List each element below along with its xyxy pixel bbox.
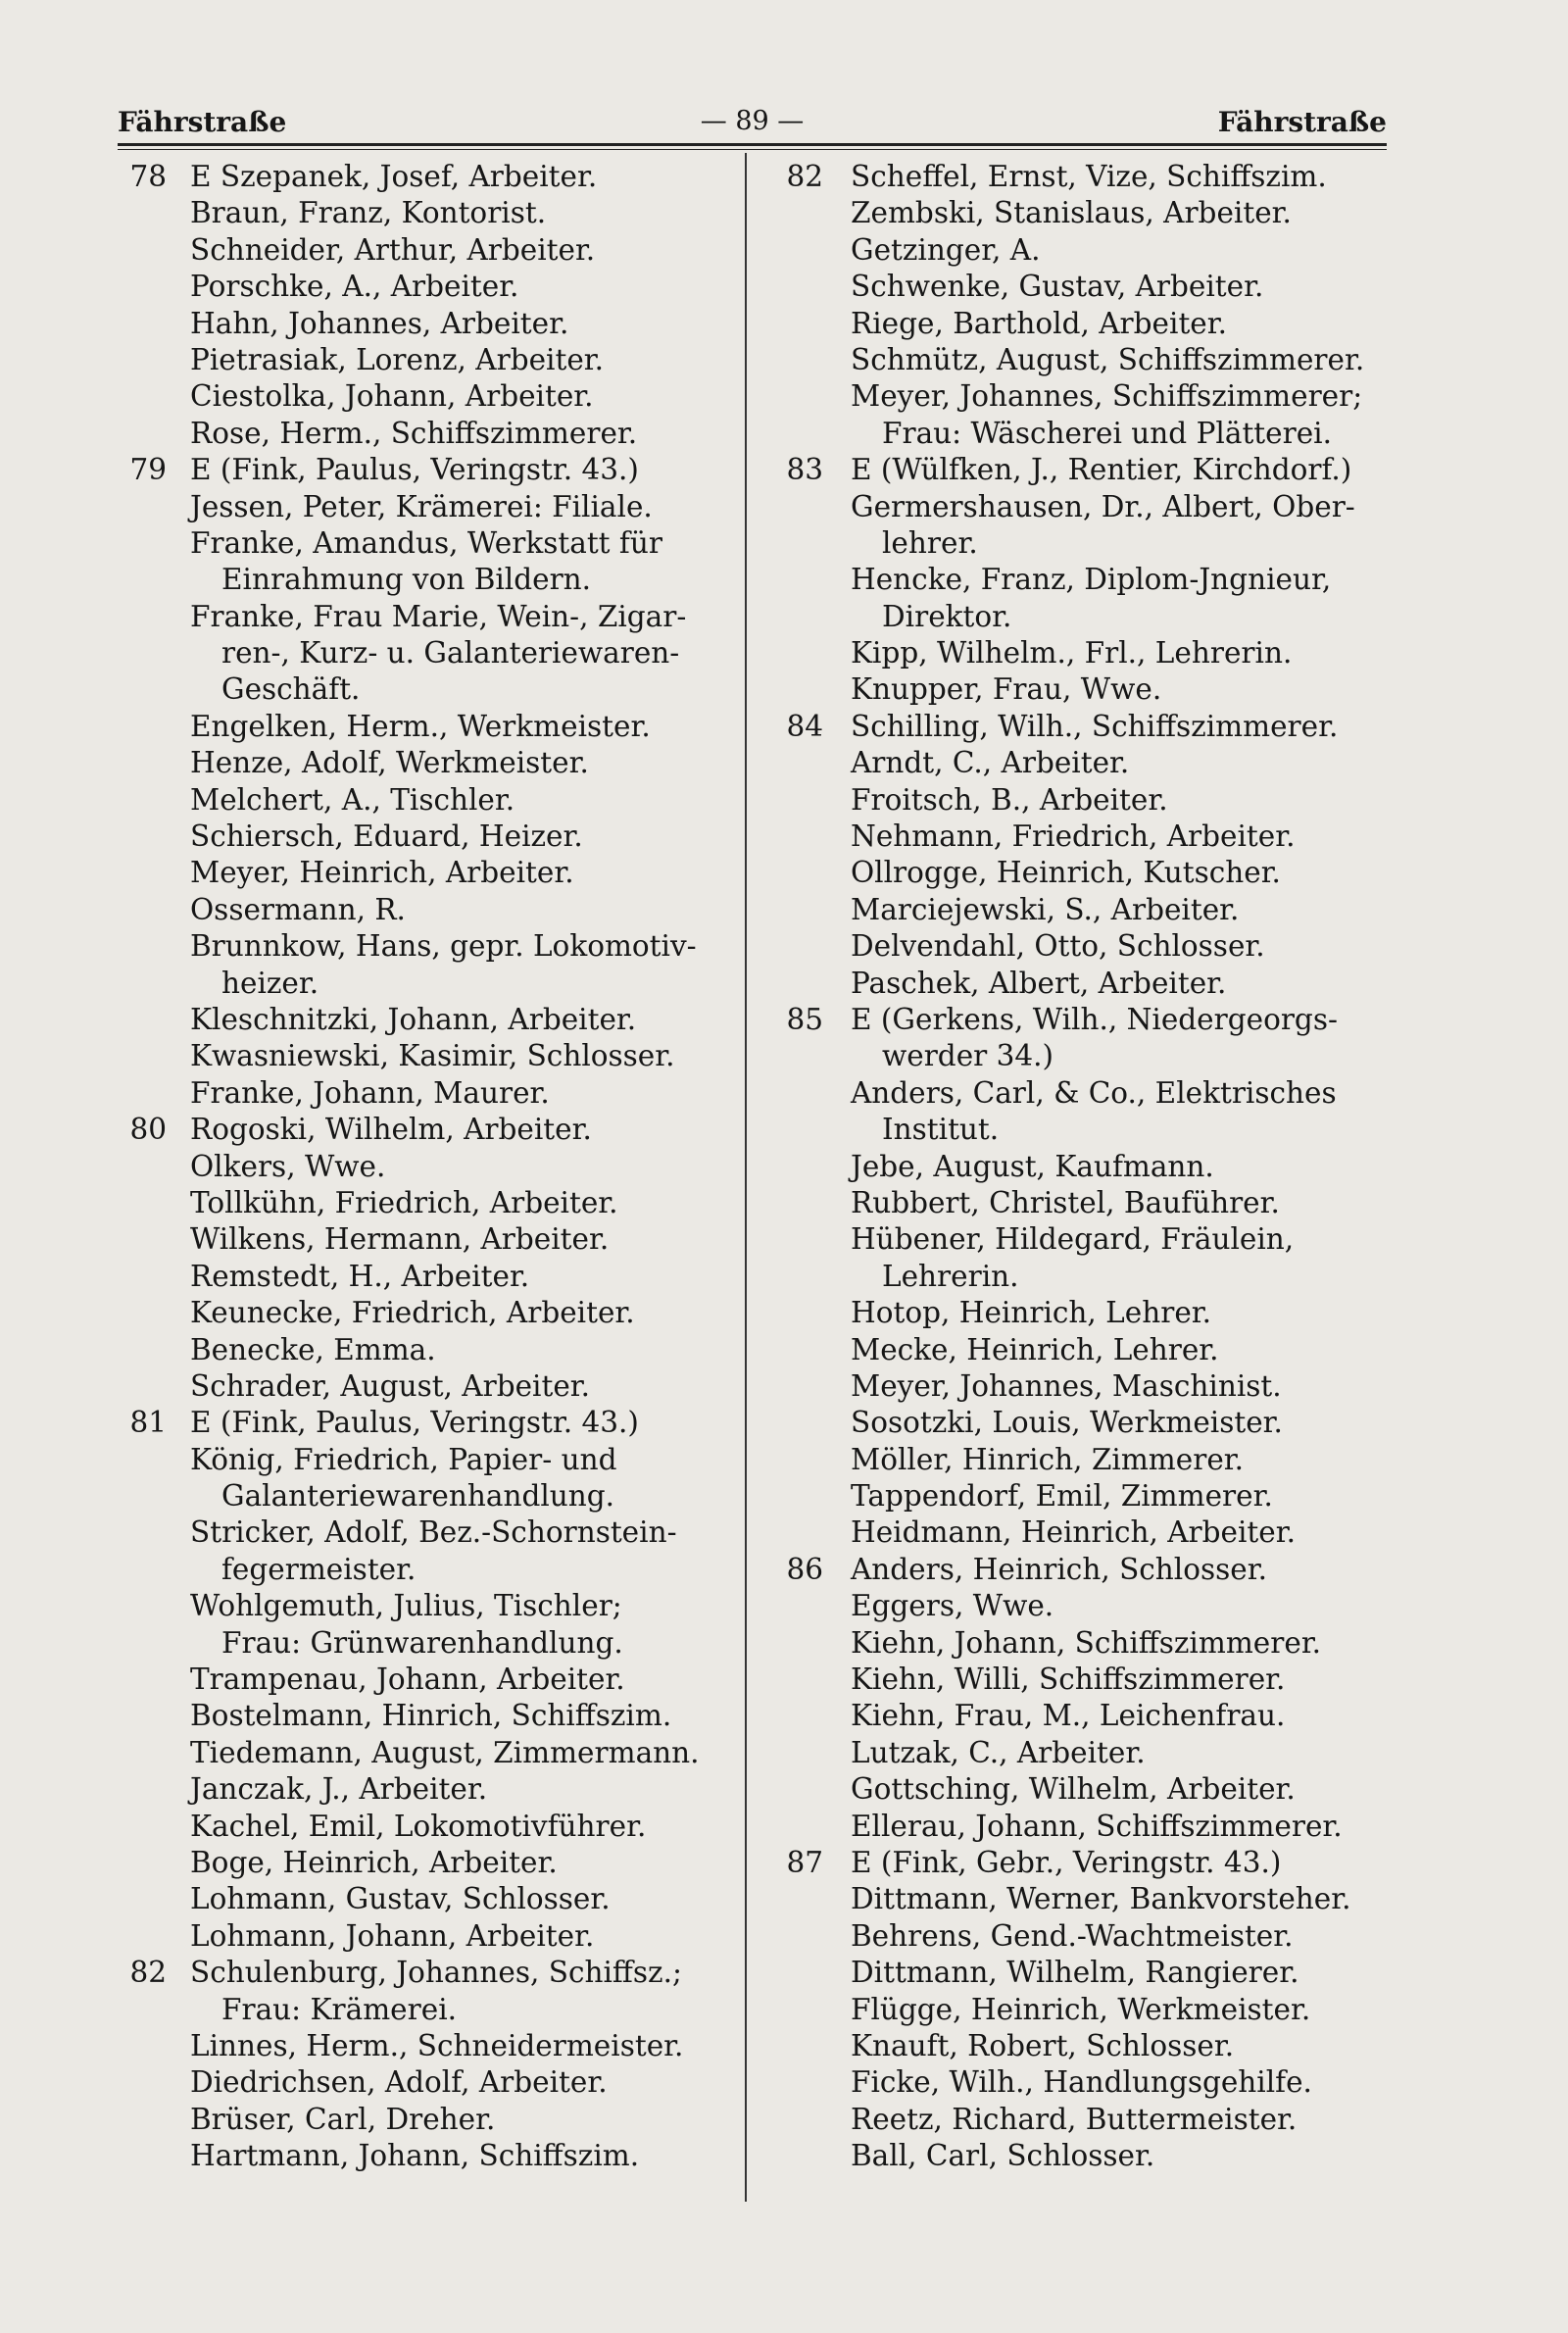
resident-text: Jebe, August, Kaufmann. <box>851 1149 1214 1183</box>
directory-entry <box>123 855 731 891</box>
resident-text: lehrer. <box>882 525 978 560</box>
directory-entry <box>123 525 731 562</box>
resident-text: Einrahmung von Bildern. <box>221 563 592 597</box>
directory-entry <box>784 671 1392 708</box>
resident-text: Rogoski, Wilhelm, Arbeiter. <box>190 1113 592 1147</box>
resident-text: Paschek, Albert, Arbeiter. <box>851 966 1227 1000</box>
directory-entry <box>784 1185 1392 1221</box>
resident-text: Henze, Adolf, Werkmeister. <box>190 746 589 780</box>
directory-entry <box>784 525 1392 562</box>
page-number: — 89 — <box>700 106 805 136</box>
resident-text: Kachel, Emil, Lokomotivführer. <box>190 1809 647 1843</box>
resident-text: Mecke, Heinrich, Lehrer. <box>851 1332 1219 1366</box>
directory-entry <box>123 159 731 195</box>
header-street-left: Fährstraße <box>118 106 287 138</box>
resident-text: Bostelmann, Hinrich, Schiffszim. <box>190 1699 672 1733</box>
resident-text: Meyer, Johannes, Maschinist. <box>851 1368 1282 1403</box>
house-number: 83 <box>786 453 823 487</box>
resident-text: Pietrasiak, Lorenz, Arbeiter. <box>190 342 605 376</box>
directory-entry <box>784 1918 1392 1955</box>
resident-text: Rubbert, Christel, Bauführer. <box>851 1185 1280 1219</box>
resident-text: Olkers, Wwe. <box>190 1149 386 1183</box>
directory-entry <box>784 1442 1392 1478</box>
resident-text: Schulenburg, Johannes, Schiffsz.; <box>190 1956 682 1990</box>
directory-entry <box>784 966 1392 1002</box>
directory-entry <box>123 1442 731 1478</box>
directory-entry <box>784 1149 1392 1185</box>
resident-text: Nehmann, Friedrich, Arbeiter. <box>851 819 1296 854</box>
resident-text: Tiedemann, August, Zimmermann. <box>190 1735 700 1769</box>
resident-text: Lehrerin. <box>882 1259 1019 1293</box>
directory-entry <box>123 1478 731 1514</box>
resident-text: Möller, Hinrich, Zimmerer. <box>851 1442 1245 1476</box>
resident-text: Remstedt, H., Arbeiter. <box>190 1259 530 1293</box>
directory-entry <box>784 782 1392 819</box>
directory-entry <box>123 1295 731 1331</box>
column-divider <box>745 153 747 2202</box>
directory-entry <box>784 1075 1392 1112</box>
directory-entry <box>784 709 1392 745</box>
resident-text: Franke, Frau Marie, Wein-, Zigar- <box>190 599 687 633</box>
house-number: 85 <box>786 1002 823 1036</box>
resident-text: E (Fink, Paulus, Veringstr. 43.) <box>190 453 639 487</box>
directory-entry <box>123 1845 731 1881</box>
resident-text: Keunecke, Friedrich, Arbeiter. <box>190 1296 635 1330</box>
directory-entry <box>123 671 731 708</box>
resident-text: Lutzak, C., Arbeiter. <box>851 1735 1146 1769</box>
resident-text: Behrens, Gend.-Wachtmeister. <box>851 1918 1294 1953</box>
directory-entry <box>784 1625 1392 1662</box>
directory-entry <box>784 306 1392 342</box>
house-number: 87 <box>786 1845 823 1879</box>
house-number: 84 <box>786 709 823 743</box>
directory-entry <box>123 489 731 525</box>
directory-entry <box>784 342 1392 378</box>
resident-text: Kiehn, Frau, M., Leichenfrau. <box>851 1699 1286 1733</box>
resident-text: Jessen, Peter, Krämerei: Filiale. <box>190 489 653 523</box>
resident-text: E (Fink, Paulus, Veringstr. 43.) <box>190 1406 639 1440</box>
resident-text: Brunnkow, Hans, gepr. Lokomotiv- <box>190 929 697 964</box>
directory-entry <box>784 892 1392 928</box>
house-number: 78 <box>129 160 167 193</box>
resident-text: werder 34.) <box>882 1039 1054 1073</box>
directory-entry <box>123 1185 731 1221</box>
directory-entry <box>123 1221 731 1258</box>
directory-entry <box>784 562 1392 598</box>
resident-text: E Szepanek, Josef, Arbeiter. <box>190 160 598 193</box>
resident-text: Heidmann, Heinrich, Arbeiter. <box>851 1515 1296 1550</box>
resident-text: Schrader, August, Arbeiter. <box>190 1368 591 1403</box>
directory-entry <box>784 159 1392 195</box>
resident-text: Hübener, Hildegard, Fräulein, <box>851 1222 1295 1257</box>
directory-entry <box>784 1478 1392 1514</box>
resident-text: Schilling, Wilh., Schiffszimmerer. <box>851 709 1339 743</box>
resident-text: Dittmann, Wilhelm, Rangierer. <box>851 1956 1299 1990</box>
directory-entry <box>784 378 1392 415</box>
directory-entry <box>123 1552 731 1588</box>
resident-text: Wilkens, Hermann, Arbeiter. <box>190 1222 610 1257</box>
resident-text: E (Fink, Gebr., Veringstr. 43.) <box>851 1845 1282 1879</box>
directory-entry <box>123 1149 731 1185</box>
directory-entry <box>784 599 1392 635</box>
resident-text: Schiersch, Eduard, Heizer. <box>190 819 583 854</box>
resident-text: Franke, Amandus, Werkstatt für <box>190 525 662 560</box>
resident-text: Zembski, Stanislaus, Arbeiter. <box>851 196 1292 230</box>
resident-text: Diedrichsen, Adolf, Arbeiter. <box>190 2065 608 2100</box>
resident-text: Lohmann, Johann, Arbeiter. <box>190 1918 595 1953</box>
directory-entry <box>784 1992 1392 2028</box>
directory-entry <box>784 1881 1392 1917</box>
resident-text: Eggers, Wwe. <box>851 1589 1054 1623</box>
directory-entry <box>784 2064 1392 2101</box>
resident-text: Institut. <box>882 1113 1000 1147</box>
directory-entry <box>123 2064 731 2101</box>
resident-text: Kiehn, Willi, Schiffszimmerer. <box>851 1663 1286 1697</box>
resident-text: Frau: Grünwarenhandlung. <box>221 1625 623 1660</box>
resident-text: Schmütz, August, Schiffszimmerer. <box>851 342 1365 376</box>
directory-entry <box>784 819 1392 855</box>
directory-entry <box>784 1514 1392 1551</box>
resident-text: Schneider, Arthur, Arbeiter. <box>190 232 596 267</box>
page-header <box>118 106 1387 141</box>
directory-entry <box>123 2028 731 2064</box>
directory-entry <box>784 2102 1392 2138</box>
directory-entry <box>123 1735 731 1771</box>
resident-text: Knupper, Frau, Wwe. <box>851 672 1162 707</box>
directory-entry <box>123 1259 731 1295</box>
directory-entry <box>784 635 1392 671</box>
house-number: 80 <box>129 1113 167 1147</box>
resident-text: Wohlgemuth, Julius, Tischler; <box>190 1589 622 1623</box>
directory-entry <box>784 1112 1392 1148</box>
directory-entry <box>123 1002 731 1038</box>
resident-text: Brüser, Carl, Dreher. <box>190 2102 496 2136</box>
directory-entry <box>123 1625 731 1662</box>
directory-entry <box>123 1881 731 1917</box>
resident-text: Trampenau, Johann, Arbeiter. <box>190 1663 625 1697</box>
directory-entry <box>784 452 1392 488</box>
directory-entry <box>123 819 731 855</box>
resident-text: Linnes, Herm., Schneidermeister. <box>190 2028 684 2062</box>
resident-text: Arndt, C., Arbeiter. <box>851 746 1130 780</box>
directory-entry <box>123 269 731 305</box>
resident-text: Hencke, Franz, Diplom-Jngnieur, <box>851 563 1332 597</box>
house-number: 79 <box>129 453 167 487</box>
resident-text: fegermeister. <box>221 1552 416 1586</box>
directory-entry <box>123 1588 731 1624</box>
directory-entry <box>123 892 731 928</box>
directory-entry <box>123 599 731 635</box>
directory-entry <box>784 1259 1392 1295</box>
directory-entry <box>784 269 1392 305</box>
resident-text: Benecke, Emma. <box>190 1332 436 1366</box>
directory-entry <box>784 1845 1392 1881</box>
resident-text: Galanteriewarenhandlung. <box>221 1479 615 1514</box>
directory-entry <box>123 1698 731 1734</box>
resident-text: Hartmann, Johann, Schiffszim. <box>190 2139 640 2173</box>
resident-text: Reetz, Richard, Buttermeister. <box>851 2102 1298 2136</box>
directory-entry <box>123 782 731 819</box>
resident-text: Schwenke, Gustav, Arbeiter. <box>851 270 1264 304</box>
directory-entry <box>784 2138 1392 2174</box>
resident-text: Riege, Barthold, Arbeiter. <box>851 306 1227 340</box>
directory-entry <box>784 1295 1392 1331</box>
directory-entry <box>123 1809 731 1845</box>
resident-text: Stricker, Adolf, Bez.-Schornstein- <box>190 1515 677 1550</box>
directory-entry <box>123 2102 731 2138</box>
directory-entry <box>123 416 731 452</box>
directory-entry <box>784 928 1392 965</box>
resident-text: E (Wülfken, J., Rentier, Kirchdorf.) <box>851 453 1352 487</box>
resident-text: Marciejewski, S., Arbeiter. <box>851 892 1240 926</box>
resident-text: Kiehn, Johann, Schiffszimmerer. <box>851 1625 1322 1660</box>
directory-entry <box>784 1405 1392 1441</box>
resident-text: Sosotzki, Louis, Werkmeister. <box>851 1406 1283 1440</box>
directory-entry <box>123 1368 731 1405</box>
resident-text: Ciestolka, Johann, Arbeiter. <box>190 379 594 414</box>
directory-entry <box>123 342 731 378</box>
resident-text: Anders, Heinrich, Schlosser. <box>851 1552 1267 1586</box>
resident-text: Knauft, Robert, Schlosser. <box>851 2028 1235 2062</box>
directory-entry <box>123 1662 731 1698</box>
directory-entry <box>123 1771 731 1808</box>
directory-entry <box>123 232 731 269</box>
resident-text: Ellerau, Johann, Schiffszimmerer. <box>851 1809 1343 1843</box>
directory-entry <box>784 855 1392 891</box>
header-street-right: Fährstraße <box>1217 106 1387 138</box>
directory-entry <box>123 562 731 598</box>
resident-text: heizer. <box>221 966 319 1000</box>
resident-text: Braun, Franz, Kontorist. <box>190 196 547 230</box>
resident-text: Geschäft. <box>221 672 361 707</box>
directory-entry <box>123 1038 731 1074</box>
resident-text: Janczak, J., Arbeiter. <box>190 1772 488 1807</box>
directory-entry <box>784 745 1392 781</box>
resident-text: Getzinger, A. <box>851 232 1041 267</box>
resident-text: E (Gerkens, Wilh., Niedergeorgs- <box>851 1002 1338 1036</box>
resident-text: Boge, Heinrich, Arbeiter. <box>190 1845 558 1879</box>
house-number: 86 <box>786 1552 823 1586</box>
resident-text: König, Friedrich, Papier- und <box>190 1442 617 1476</box>
resident-text: Lohmann, Gustav, Schlosser. <box>190 1882 611 1916</box>
directory-entry <box>123 1075 731 1112</box>
resident-text: Melchert, A., Tischler. <box>190 782 515 817</box>
resident-text: Rose, Herm., Schiffszimmerer. <box>190 416 638 450</box>
resident-text: Kleschnitzki, Johann, Arbeiter. <box>190 1002 637 1036</box>
resident-text: ren-, Kurz- u. Galanteriewaren- <box>221 636 680 670</box>
resident-text: Scheffel, Ernst, Vize, Schiffszim. <box>851 160 1327 193</box>
resident-text: Meyer, Heinrich, Arbeiter. <box>190 856 574 890</box>
house-number: 82 <box>129 1956 167 1990</box>
resident-text: Franke, Johann, Maurer. <box>190 1075 550 1110</box>
directory-entry <box>123 1112 731 1148</box>
directory-entry <box>784 1955 1392 1991</box>
resident-text: Froitsch, B., Arbeiter. <box>851 782 1168 817</box>
resident-text: Porschke, A., Arbeiter. <box>190 270 519 304</box>
resident-text: Dittmann, Werner, Bankvorsteher. <box>851 1882 1351 1916</box>
directory-entry <box>123 745 731 781</box>
resident-text: Gottsching, Wilhelm, Arbeiter. <box>851 1772 1296 1807</box>
resident-text: Anders, Carl, & Co., Elektrisches <box>851 1075 1337 1110</box>
directory-entry <box>784 1368 1392 1405</box>
directory-entry <box>784 1038 1392 1074</box>
directory-entry <box>784 1221 1392 1258</box>
directory-entry <box>123 378 731 415</box>
directory-entry <box>123 195 731 231</box>
resident-text: Kipp, Wilhelm., Frl., Lehrerin. <box>851 636 1293 670</box>
directory-entry <box>123 1332 731 1368</box>
right-column <box>784 159 1392 2174</box>
directory-entry <box>784 1332 1392 1368</box>
resident-text: Frau: Krämerei. <box>221 1992 458 2026</box>
directory-entry <box>784 232 1392 269</box>
directory-entry <box>784 1771 1392 1808</box>
directory-entry <box>784 416 1392 452</box>
directory-entry <box>784 489 1392 525</box>
directory-entry <box>784 1735 1392 1771</box>
directory-entry <box>123 635 731 671</box>
directory-entry <box>123 1514 731 1551</box>
left-column <box>123 159 731 2174</box>
resident-text: Hahn, Johannes, Arbeiter. <box>190 306 569 340</box>
resident-text: Tappendorf, Emil, Zimmerer. <box>851 1479 1273 1514</box>
house-number: 81 <box>129 1406 167 1440</box>
house-number: 82 <box>786 160 823 193</box>
directory-entry <box>784 1698 1392 1734</box>
resident-text: Ball, Carl, Schlosser. <box>851 2139 1155 2173</box>
resident-text: Ficke, Wilh., Handlungsgehilfe. <box>851 2065 1312 2100</box>
directory-entry <box>123 1405 731 1441</box>
directory-entry <box>123 452 731 488</box>
directory-entry <box>784 2028 1392 2064</box>
directory-entry <box>784 1588 1392 1624</box>
directory-entry <box>123 966 731 1002</box>
resident-text: Ossermann, R. <box>190 892 406 926</box>
directory-entry <box>123 2138 731 2174</box>
resident-text: Tollkühn, Friedrich, Arbeiter. <box>190 1185 618 1219</box>
resident-text: Direktor. <box>882 599 1012 633</box>
directory-entry <box>123 306 731 342</box>
directory-entry <box>784 1002 1392 1038</box>
directory-entry <box>784 1809 1392 1845</box>
directory-entry <box>784 1662 1392 1698</box>
resident-text: Meyer, Johannes, Schiffszimmerer; <box>851 379 1363 414</box>
directory-entry <box>784 195 1392 231</box>
header-rule <box>118 143 1387 150</box>
resident-text: Flügge, Heinrich, Werkmeister. <box>851 1992 1311 2026</box>
resident-text: Germershausen, Dr., Albert, Ober- <box>851 489 1355 523</box>
directory-entry <box>123 1955 731 1991</box>
directory-entry <box>784 1552 1392 1588</box>
resident-text: Engelken, Herm., Werkmeister. <box>190 709 651 743</box>
resident-text: Kwasniewski, Kasimir, Schlosser. <box>190 1039 675 1073</box>
resident-text: Ollrogge, Heinrich, Kutscher. <box>851 856 1281 890</box>
resident-text: Hotop, Heinrich, Lehrer. <box>851 1296 1212 1330</box>
directory-entry <box>123 1992 731 2028</box>
resident-text: Delvendahl, Otto, Schlosser. <box>851 929 1265 964</box>
directory-entry <box>123 928 731 965</box>
directory-entry <box>123 709 731 745</box>
resident-text: Frau: Wäscherei und Plätterei. <box>882 416 1332 450</box>
directory-entry <box>123 1918 731 1955</box>
